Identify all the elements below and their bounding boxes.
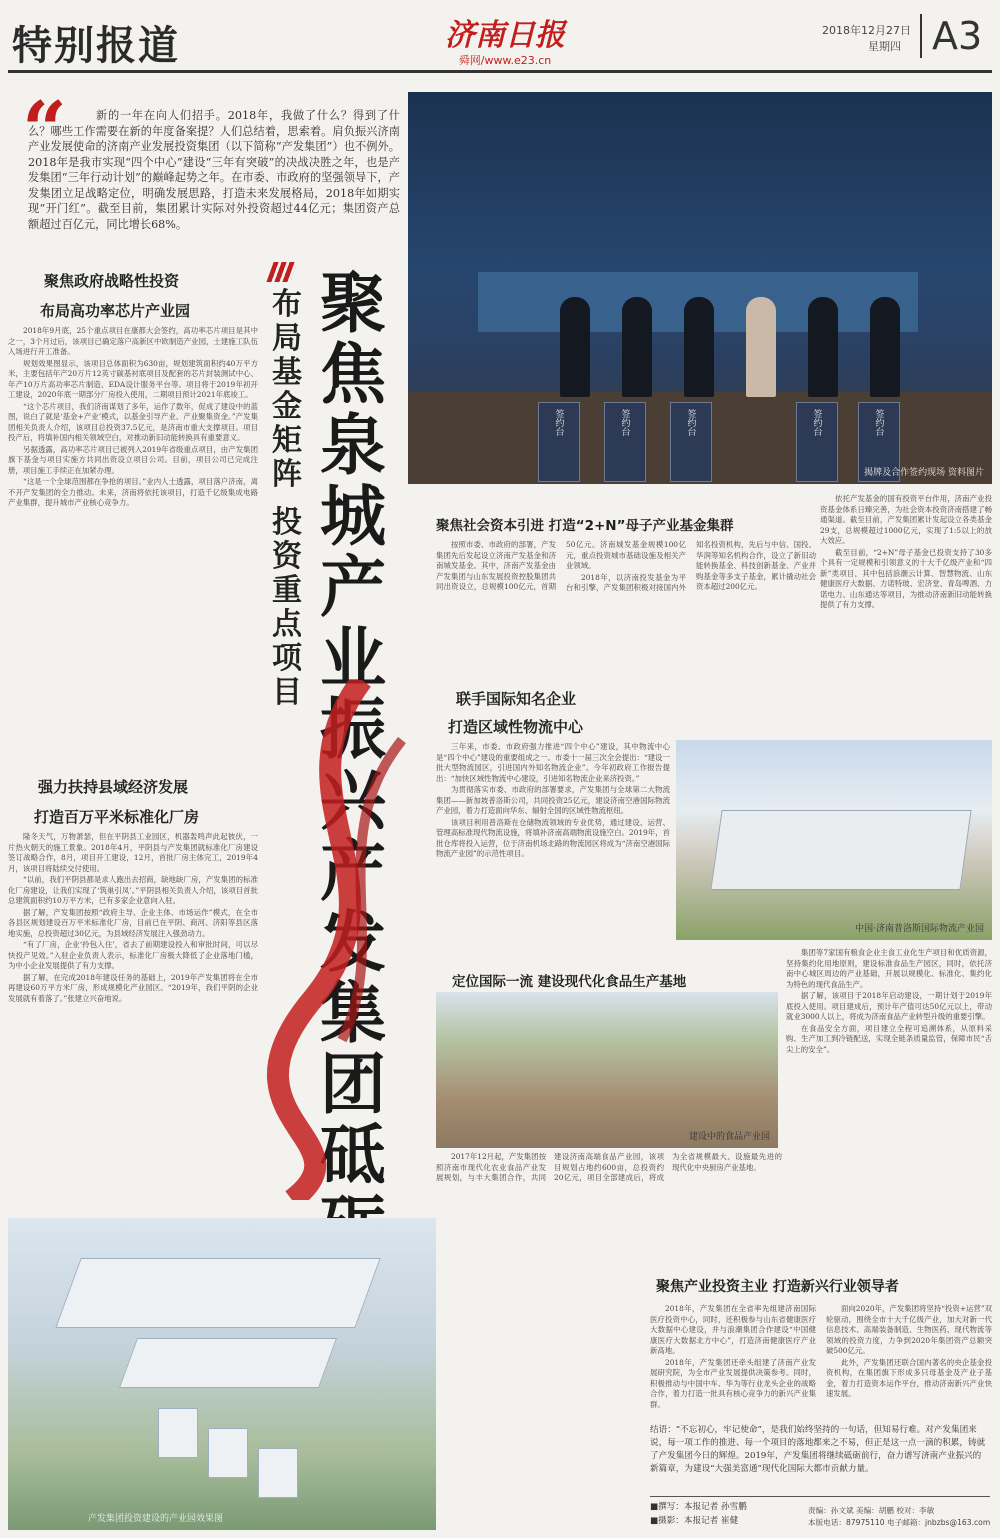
signing-person <box>870 297 900 397</box>
food-section-body <box>436 1152 782 1232</box>
paragraph: 另据透露，高功率芯片项目已被列入2019年省级重点项目，由产发集团旗下基金与项目实施方共同出资设立项目公司。目前，项目公司已完成注册，项目施工手续正在加紧办理。 <box>8 444 258 475</box>
podium-sign: 签约台 <box>619 409 630 436</box>
warehouse-building <box>710 810 971 890</box>
paragraph: 此外，产发集团还联合国内著名的央企基金投资机构，在集团旗下形成多只母基金及产业子基金，着力打造资本运作平台，推动济南新兴产业快速发展。 <box>826 1357 992 1398</box>
subheadline-part-1: 布局基金矩阵 <box>272 287 302 492</box>
credits-rule <box>650 1496 990 1497</box>
paragraph: 为贯彻落实市委、市政府的部署要求，产发集团与全球第二大物流集团——新加坡普洛斯公司，共同投资25亿元，建设济南空港国际物流产业园，着力打造面向华东、辐射全国的区域性物流枢纽。 <box>436 785 670 815</box>
park-building <box>119 1338 337 1388</box>
subheadline <box>272 288 312 710</box>
chip-section-title-1: 聚焦政府战略性投资 <box>44 272 180 290</box>
page-number: A3 <box>920 14 982 58</box>
issue-date: 2018年12月27日 <box>822 24 911 37</box>
intro-paragraph: 新的一年在向人们招手。2018年，我做了什么？得到了什么？哪些工作需要在新的年度备案提？人们总结着，思索着。肩负振兴济南产业发展使命的济南产业发展投资集团（以下简称“产发集团”）也不例外。 2018年是我市实现“四个中心”建设“三年有突破”的决战决胜之年，也是产发集团“三年行动计划”的巅峰起势之年。在市委、市政府的坚强领导下，产发集团立足战略定位，明确发展思路，打造未来发展格局，2018年如期实现“开门红”。截至目前，集团累计实际对外投资超过44亿元；集团资产总额超过百亿元，同比增长68%。 <box>28 109 400 231</box>
podium-sign: 签约台 <box>811 409 822 436</box>
newspaper-url[interactable]: 舜网/www.e23.cn <box>458 54 552 67</box>
photo-caption: 建设中的食品产业园 <box>688 1132 770 1142</box>
paragraph: 在食品安全方面，项目建立全程可追溯体系，从原料采购、生产加工到冷链配送，实现全链条质量监管，保障市民“舌尖上的安全”。 <box>786 1023 992 1054</box>
paragraph: 依托产发基金的国有投资平台作用，济南产业投资基金体系日臻完善，为社会资本投资济南搭建了畅通渠道。截至目前，产发集团累计发起设立各类基金29支，总规模超过1000亿元，实现了1:5以上的放大效应。 <box>820 494 992 545</box>
contact-info: 本版电话：87975110 电子邮箱：jnbzbs@163.com <box>808 1518 991 1527</box>
signing-person <box>808 297 838 397</box>
paragraph: “这是一个全球范围都在争抢的项目。”业内人士透露，项目落户济南，离不开产发集团的全力推动。未来，济南将依托该项目，打造千亿级集成电路产业集群，提升城市产业核心竞争力。 <box>8 477 258 507</box>
closing-note: 结语：“不忘初心，牢记使命”，是我们始终坚持的一句话，但知易行难。对产发集团来说，每一项工作的推进、每一个项目的落地都来之不易，但正是这一点一滴的积累，铸就了产发集团今日的辉煌。2019年，产发集团将继续砥砺前行，奋力谱写济南产业振兴的新篇章，为建设“大强美富通”现代化国际大都市贡献力量。 <box>650 1425 986 1474</box>
logistics-section-title-2: 打造区域性物流中心 <box>448 718 584 736</box>
paragraph: 据了解，产发集团按照“政府主导、企业主体、市场运作”模式，在全市各县区规划建设百万平米标准化厂房，目前已在平阴、商河、济阳等县区落地实施，总投资超过30亿元，为县域经济发展注入强劲动力。 <box>8 907 258 938</box>
header-rule <box>8 70 992 73</box>
paragraph: 据了解，在完成2018年建设任务的基础上，2019年产发集团将在全市再建设60万平方米厂房，形成规模化产业园区。“2019年，我们平阴的企业发展就有着落了。”张建立兴奋地说。 <box>8 972 258 1003</box>
podium-sign: 签约台 <box>553 409 564 436</box>
subheadline-part-2: 投资重点项目 <box>272 505 302 710</box>
signing-person <box>746 297 776 397</box>
paragraph: 该项目利用普洛斯在仓储物流领域的专业优势，通过建设、运营、管理高标准现代物流设施，将填补济南高端物流设施空白。2019年，首批仓库将投入运营，位于济南机场北路的物流园区将成为“济南空港国际物流产业园”的示范性项目。 <box>436 817 670 858</box>
editor-info <box>808 1505 990 1529</box>
credits <box>650 1500 747 1528</box>
writer-credit: ■撰写：本报记者 孙雪鹏 <box>650 1502 747 1512</box>
fund-section-title: 聚焦社会资本引进 打造“2+N”母子产业基金集群 <box>436 518 734 534</box>
food-section-title: 定位国际一流 建设现代化食品生产基地 <box>452 974 687 990</box>
signing-podium <box>796 402 838 482</box>
signing-ceremony-photo <box>408 92 992 484</box>
food-base-construction-photo <box>436 992 778 1148</box>
county-section-title-2: 打造百万平米标准化厂房 <box>34 808 200 826</box>
paragraph: 2018年9月底，25个重点项目在康都大会签约，高功率芯片项目是其中之一，3个月过后，该项目已确定落户高新区中欧制造产业园，土建施工队伍入场进行开工准备。 <box>8 326 258 356</box>
paragraph: 规划效果图显示，该项目总体面积为630亩，规划建筑面积约40万平方米，主要包括年产20万片12英寸碳基衬底项目及配套的芯片封装测试中心、年产10万片高功率芯片制造、EDA设计服务平台等。项目将于2019年初开工建设，2020年底一期部分厂房投入使用，二期项目预计2021年底竣工。 <box>8 358 258 399</box>
photo-credit: ■摄影：本报记者 崔健 <box>650 1516 739 1526</box>
section-title: 特别报道 <box>12 23 180 69</box>
paragraph: 2018年，产发集团在全省率先组建济南国际医疗投资中心，同时，还积极参与山东省健康医疗大数据中心建设，并与浪潮集团合作建设“中国健康医疗大数据北方中心”，打造济南健康医疗产业新高地。 <box>650 1304 816 1355</box>
podium-sign: 签约台 <box>873 409 884 436</box>
signing-podium <box>604 402 646 482</box>
quote-mark-icon: “ <box>22 85 67 176</box>
park-building <box>208 1428 248 1478</box>
main-headline: 聚焦泉城产业振兴产发集团砥 <box>320 264 386 1194</box>
emerging-section-title: 聚焦产业投资主业 打造新兴行业领导者 <box>656 1279 899 1295</box>
signing-podium <box>538 402 580 482</box>
park-building <box>258 1448 298 1498</box>
logistics-park-photo <box>676 740 992 940</box>
paragraph: 截至目前，“2+N”母子基金已投资支持了30多个具有一定规模和引领意义的十大千亿级产业和“四新”类项目，其中包括浪潮云计算、智慧物流、山东健康医疗大数据、力诺特玻、宏济堂、青岛啤酒、力诺电力、山东通达等项目，为推动济南新旧动能转换提供了有力支撑。 <box>820 547 992 609</box>
subheadline-gap <box>272 492 312 506</box>
paragraph: 三年来，市委、市政府强力推进“四个中心”建设，其中物流中心是“四个中心”建设的重要组成之一。市委十一届三次全会提出：“建设一批大型物流园区，引进国内外知名物流企业”。今年初政府工作报告提出：“加快区域性物流中心建设，引进知名物流企业来济投资。” <box>436 742 670 783</box>
paragraph: 2017年12月起，产发集团按照济南市现代化农业食品产业发展规划，与丰大集团合作，共同建设济南高端食品产业园，该项目规划占地约600亩，总投资约20亿元，项目全部建成后，将成为全省规模最大、设施最先进的现代化中央厨房产业基地。 <box>436 1152 782 1182</box>
red-ribbon-swirl-icon <box>252 680 422 1200</box>
paragraph: 集团等7家国有粮食企业主食工业化生产项目和优质资源，坚持集约化用地原则，建设标准食品生产园区，同时，依托济南中心城区周边的产业基础，开展以规模化、标准化、集约化为特色的现代食品生产。 <box>786 948 992 989</box>
paragraph: “有了厂房，企业‘拎包入住’，省去了前期建设投入和审批时间，可以尽快投产见效。”入驻企业负责人表示，标准化厂房极大降低了企业落地门槛，为中小企业发展提供了有力支撑。 <box>8 940 258 970</box>
newspaper-logo: 济南日报 <box>445 18 565 53</box>
industrial-park-rendering <box>8 1218 436 1530</box>
food-section-body-right <box>786 948 992 1230</box>
photo-caption: 产发集团投资建设的产业园效果图 <box>88 1514 224 1524</box>
chip-section-title-2: 布局高功率芯片产业园 <box>40 302 191 320</box>
signing-person <box>684 297 714 397</box>
paragraph: 按照市委、市政府的部署，产发集团先后发起设立济南产发基金和济南城发基金。其中，济南产发基金由产发集团与山东发展投资控股集团共同出资设立，总规模100亿元，首期50亿元。济南城发基金规模100亿元，重点投资城市基础设施及相关产业领域。 <box>436 540 686 591</box>
signing-person <box>560 297 590 397</box>
photo-caption: 揭牌及合作签约现场 资料图片 <box>864 468 984 478</box>
county-section-title-1: 强力扶持县域经济发展 <box>38 778 189 796</box>
photo-caption: 中国·济南普洛斯国际物流产业园 <box>855 924 984 934</box>
editor-names: 责编：孙文斌 美编：胡鹏 校对：李敏 <box>808 1506 935 1515</box>
county-section-body <box>8 832 258 1208</box>
fund-section-body-right <box>820 494 992 652</box>
ribbon-decoration-icon <box>266 262 297 282</box>
paragraph: 2018年，产发集团还牵头组建了济南产业发展研究院，为全市产业发展提供决策参考。同时，积极推动与中国中车、华为等行业龙头企业的战略合作，着力打造一批具有核心竞争力的新兴产业集群。 <box>650 1357 816 1409</box>
paragraph: 据了解，该项目于2018年启动建设，一期计划于2019年底投入使用。项目建成后，预计年产值可达50亿元以上，带动就业3000人以上，将成为济南食品产业转型升级的重要引擎。 <box>786 991 992 1021</box>
park-building <box>55 1258 380 1328</box>
issue-weekday: 星期四 <box>868 40 901 53</box>
paragraph: 隆冬天气，万物萧瑟，但在平阴县工业园区，机器轰鸣声此起彼伏，一片热火朝天的施工景象。2018年4月，平阴县与产发集团就标准化厂房建设签订战略合作，8月，项目开工建设，12月，首批厂房主体完工，2019年4月，该项目将陆续交付使用。 <box>8 832 258 873</box>
paragraph: 2018年，以济南投发基金为平台和引擎，产发集团积极对接国内外知名投资机构，先后与中信、国投、华润等知名机构合作，设立了新旧动能转换基金、科技创新基金、产业并购基金等多支子基金，累计撬动社会资本超过200亿元。 <box>566 540 816 592</box>
logistics-section-body <box>436 742 670 938</box>
park-building <box>158 1408 198 1458</box>
podium-sign: 签约台 <box>685 409 696 436</box>
paragraph: “这个芯片项目，我们济南谋划了多年，运作了数年，促成了建设中的蓝图，说白了就是‘基金+产业’模式，以基金引导产业、产业聚集资金。”产发集团相关负责人介绍，该项目总投资37.5亿元，是济南市重大支撑项目。项目投产后，将填补国内相关领域空白，对推动新旧动能转换具有重要意义。 <box>8 401 258 442</box>
fund-section-body <box>436 540 816 652</box>
signing-person <box>622 297 652 397</box>
paragraph: “以前，我们平阴县都是求人跑出去招商，缺地缺厂房，产发集团的标准化厂房建设，让我们实现了‘筑巢引凤’。”平阴县相关负责人介绍，该项目首批总建筑面积约10万平方米，已有多家企业意向入驻。 <box>8 875 258 905</box>
paragraph: 面向2020年，产发集团将坚持“投资+运营”双轮驱动，围绕全市十大千亿级产业，加大对新一代信息技术、高端装备制造、生物医药、现代物流等领域的投资力度，力争到2020年集团资产总额突破500亿元。 <box>826 1304 992 1355</box>
chip-section-body <box>8 326 258 738</box>
emerging-section-body <box>650 1304 992 1418</box>
logistics-section-title-1: 联手国际知名企业 <box>456 690 577 708</box>
signing-podium <box>670 402 712 482</box>
